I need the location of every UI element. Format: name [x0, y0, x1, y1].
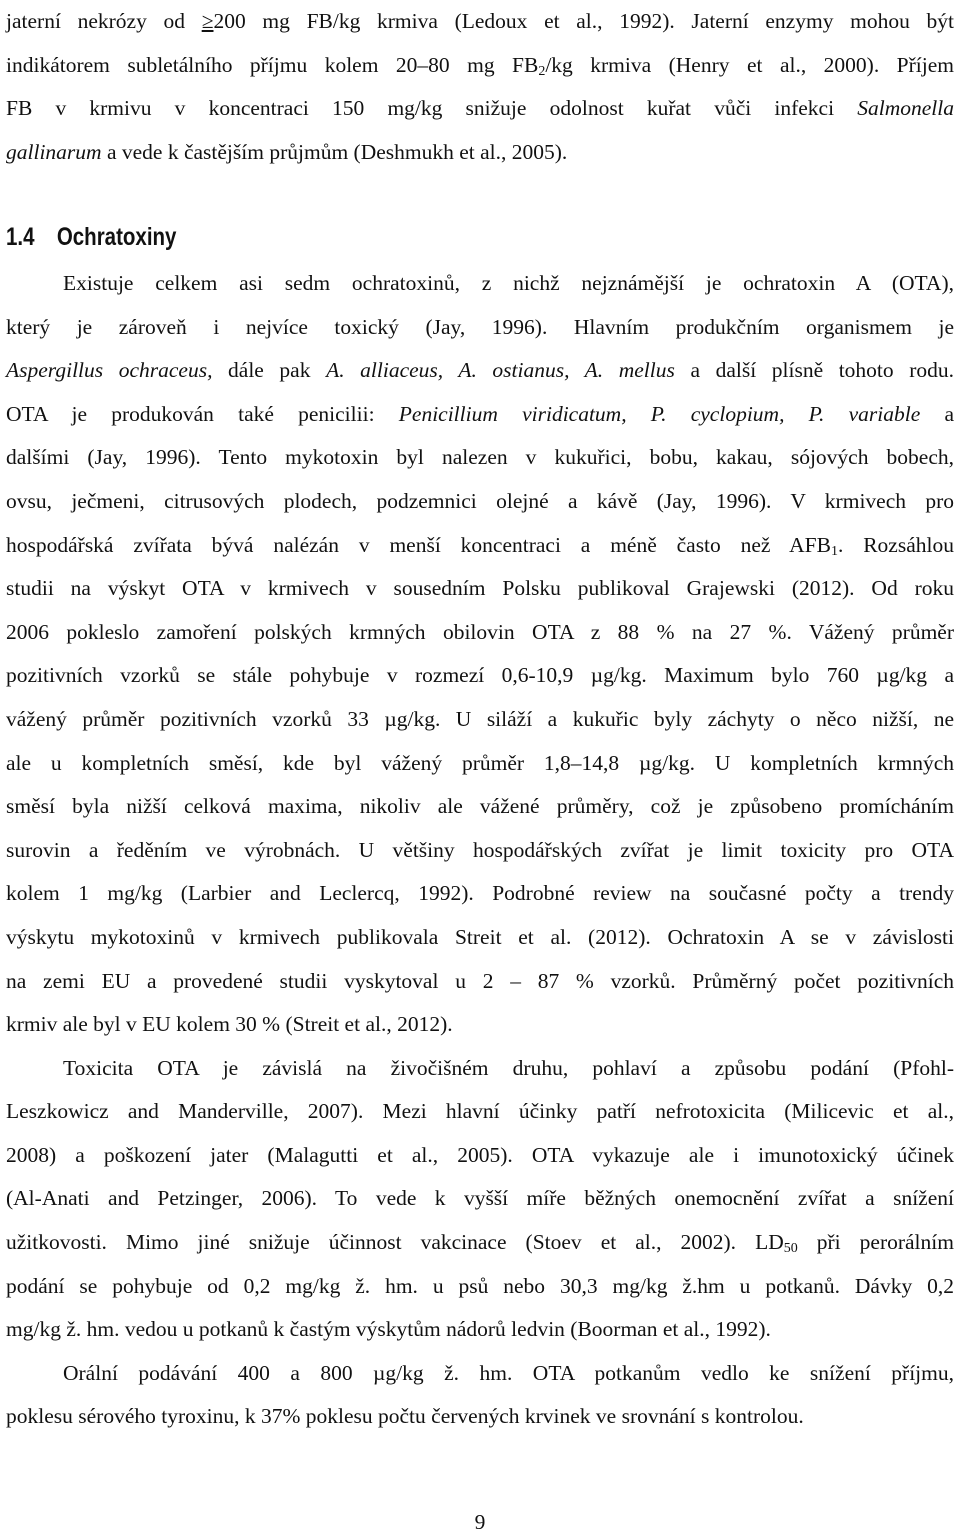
- italic-text: Salmonella: [857, 96, 954, 121]
- text-segment: 200 mg FB/kg krmiva (Ledoux et al., 1992). Jaterní enzymy mohou být: [213, 9, 954, 33]
- text-segment: poklesu sérového tyroxinu, k 37% poklesu počtu červených krvinek ve srovnání s kontrolou.: [6, 1404, 804, 1429]
- text-line: [6, 1003, 954, 1047]
- italic-text: Penicillium viridicatum, P. cyclopium, P. variable: [398, 401, 921, 426]
- paragraph: [6, 1047, 954, 1352]
- text-segment: FB v krmivu v koncentraci 150 mg/kg snižuje odolnost kuřat vůči infekci: [6, 96, 858, 121]
- text-line: [6, 0, 954, 44]
- text-segment: dále pak: [212, 358, 327, 383]
- text-line: [6, 436, 954, 480]
- text-segment: který je zároveň i nejvíce toxický (Jay, 1996). Hlavním produkčním organismem je: [6, 314, 954, 339]
- text-segment: pozitivních vzorků se stále pohybuje v rozmezí 0,6-10,9 µg/kg. Maximum bylo 760 µg/kg a: [6, 663, 954, 688]
- text-line: [6, 829, 954, 873]
- italic-text: A. alliaceus, A. ostianus, A. mellus: [326, 358, 675, 383]
- text-segment: 2008) a poškození jater (Malagutti et al., 2005). OTA vykazuje ale i imunotoxický účinek: [6, 1142, 954, 1167]
- text-line: [6, 349, 954, 393]
- text-line: [6, 1308, 954, 1352]
- text-segment: na zemi EU a provedené studii vyskytoval u 2 – 87 % vzorků. Průměrný počet pozitivních: [6, 968, 954, 993]
- text-line: [6, 1134, 954, 1178]
- text-line: [6, 1395, 954, 1439]
- text-line: [6, 1265, 954, 1309]
- text-segment: podání se pohybuje od 0,2 mg/kg ž. hm. u psů nebo 30,3 mg/kg ž.hm u potkanů. Dávky 0,2: [6, 1273, 954, 1298]
- text-segment: Leszkowicz and Manderville, 2007). Mezi hlavní účinky patří nefrotoxicita (Milicevic et al.,: [6, 1099, 954, 1124]
- text-segment: Toxicita OTA je závislá na živočišném druhu, pohlaví a způsobu podání (Pfohl-: [63, 1055, 954, 1080]
- text-segment: . Rozsáhlou: [837, 532, 954, 557]
- text-line: [6, 393, 954, 437]
- text-segment: hospodářská zvířata bývá nalézán v menší koncentraci a méně často než AFB: [6, 532, 831, 557]
- text-line: [6, 698, 954, 742]
- text-line: [6, 306, 954, 350]
- text-line: [6, 1221, 954, 1265]
- text-segment: a další plísně tohoto rodu.: [674, 358, 955, 383]
- text-line: [6, 611, 954, 655]
- text-line: [6, 480, 954, 524]
- text-line: [6, 916, 954, 960]
- text-line: [6, 1090, 954, 1134]
- text-segment: směsí byla nižší celková maxima, nikoliv ale vážené průměry, což je způsobeno promícháním: [6, 794, 954, 819]
- text-line: [6, 785, 954, 829]
- text-line: [6, 654, 954, 698]
- text-line: [6, 960, 954, 1004]
- text-segment: kolem 1 mg/kg (Larbier and Leclercq, 1992). Podrobné review na současné počty a trendy: [6, 881, 954, 906]
- text-line: [6, 872, 954, 916]
- text-segment: výskytu mykotoxinů v krmivech publikovala Streit et al. (2012). Ochratoxin A se v závislosti: [6, 924, 954, 949]
- text-segment: (Al-Anati and Petzinger, 2006). To vede k vyšší míře běžných onemocnění zvířat a snížení: [6, 1186, 954, 1211]
- text-segment: surovin a ředěním ve výrobnách. U většiny hospodářských zvířat je limit toxicity pro OTA: [6, 837, 954, 862]
- text-line: [6, 131, 954, 175]
- text-line: [6, 87, 954, 131]
- subscript: 2: [538, 63, 546, 79]
- subscript: 50: [783, 1241, 798, 1257]
- italic-text: gallinarum: [6, 139, 102, 164]
- text-segment: při perorálním: [797, 1230, 954, 1255]
- text-line: [6, 1177, 954, 1221]
- section-body: [6, 262, 954, 1439]
- text-segment: dalšími (Jay, 1996). Tento mykotoxin byl nalezen v kukuřici, bobu, kakau, sójových bobech,: [6, 445, 954, 470]
- text-segment: ale u kompletních směsí, kde byl vážený průměr 1,8–14,8 µg/kg. U kompletních krmných: [6, 750, 954, 775]
- text-line: [6, 742, 954, 786]
- text-segment: mg/kg ž. hm. vedou u potkanů k častým výskytům nádorů ledvin (Boorman et al., 1992).: [6, 1317, 771, 1342]
- text-segment: 2006 pokleslo zamoření polských krmných obilovin OTA z 88 % na 27 %. Vážený průměr: [6, 619, 954, 644]
- text-segment: a: [920, 401, 954, 426]
- section-title: Ochratoxiny: [56, 223, 177, 251]
- text-segment: ≥: [201, 9, 214, 33]
- text-line: [6, 1047, 954, 1091]
- text-line: [6, 524, 954, 568]
- text-segment: a vede k častějším průjmům (Deshmukh et al., 2005).: [101, 139, 568, 164]
- continuation-paragraph: [6, 0, 954, 174]
- text-line: [6, 44, 954, 88]
- text-segment: vážený průměr pozitivních vzorků 33 µg/kg. U siláží a kukuřic byly záchyty o něco nižší, ne: [6, 706, 954, 731]
- text-segment: Existuje celkem asi sedm ochratoxinů, z nichž nejznámější je ochratoxin A (OTA),: [63, 271, 954, 295]
- text-segment: OTA je produkován také penicilii:: [6, 401, 399, 426]
- section-heading: [6, 215, 176, 259]
- section-number: 1.4: [6, 223, 35, 251]
- text-segment: jaterní nekrózy od: [6, 9, 202, 33]
- text-segment: studii na výskyt OTA v krmivech v sousedním Polsku publikoval Grajewski (2012). Od roku: [6, 576, 954, 601]
- text-segment: Orální podávání 400 a 800 µg/kg ž. hm. OTA potkanům vedlo ke snížení příjmu,: [63, 1360, 954, 1385]
- text-segment: indikátorem subletálního příjmu kolem 20–80 mg FB: [6, 52, 539, 77]
- text-segment: užitkovosti. Mimo jiné snižuje účinnost vakcinace (Stoev et al., 2002). LD: [6, 1230, 784, 1255]
- text-line: [6, 567, 954, 611]
- paragraph: [6, 262, 954, 1047]
- text-line: [6, 262, 954, 306]
- italic-text: Aspergillus ochraceus,: [6, 358, 213, 383]
- paragraph: [6, 1352, 954, 1439]
- page-number: 9: [474, 1510, 486, 1534]
- text-segment: krmiv ale byl v EU kolem 30 % (Streit et al., 2012).: [6, 1012, 453, 1037]
- text-line: [6, 1352, 954, 1396]
- text-segment: /kg krmiva (Henry et al., 2000). Příjem: [545, 52, 954, 77]
- subscript: 1: [830, 543, 838, 559]
- text-segment: ovsu, ječmeni, citrusových plodech, podzemnici olejné a kávě (Jay, 1996). V krmivech pro: [6, 488, 954, 513]
